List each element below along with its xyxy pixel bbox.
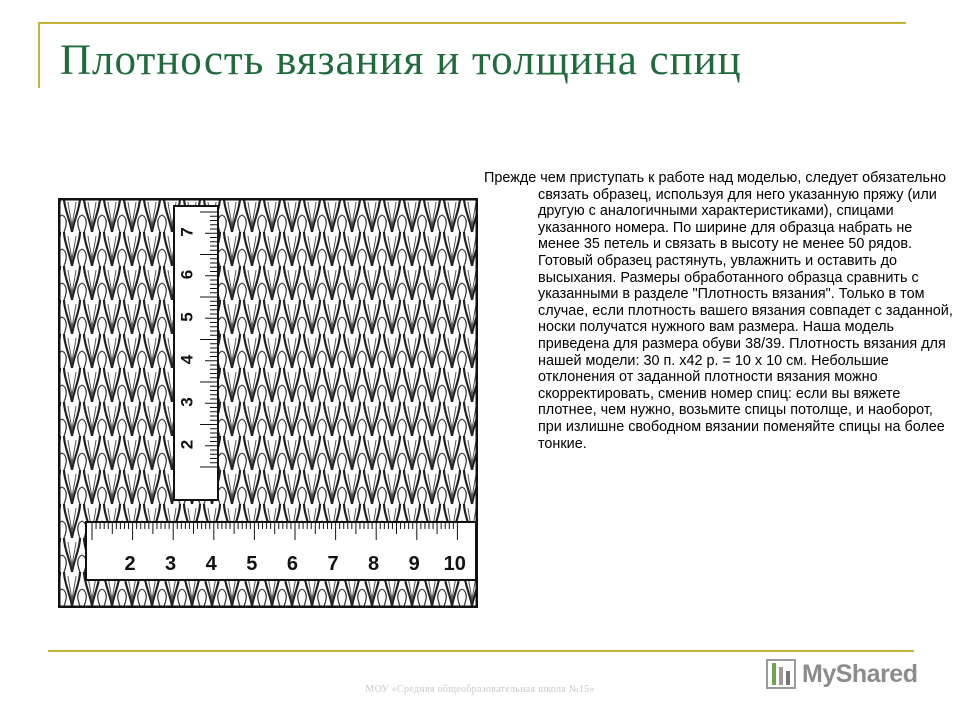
horizontal-ruler-label: 3 [165,553,177,575]
myshared-logo[interactable] [764,656,917,692]
left-rule [38,22,40,88]
vertical-ruler-label: 3 [177,397,197,407]
vertical-ruler-label: 5 [177,312,197,322]
horizontal-ruler-label: 8 [368,553,380,575]
vertical-ruler [174,206,218,500]
myshared-logo-icon [764,657,798,691]
knitting-gauge-figure [58,198,478,608]
horizontal-ruler-label: 4 [205,553,217,575]
top-rule [40,22,906,24]
slide-title: Плотность вязания и толщина спиц [60,37,742,84]
logo-text: MyShared [802,659,918,688]
horizontal-ruler-label: 6 [286,553,298,575]
footer-school-name: МОУ «Средняя общеобразовательная школа №15» [365,684,595,695]
horizontal-ruler-label: 7 [327,553,339,575]
bottom-rule [48,650,914,652]
horizontal-ruler-label: 10 [443,553,466,575]
horizontal-ruler [86,522,476,580]
slide-body-text: Прежде чем приступать к работе над моделью, следует обязательно связать образец, используя для него указанную пряжу (или другую с аналогичными характеристиками), спицами указанного номера. По ширине для образца набрать не менее 35 петель и связать в высоту не менее 50 рядов. Готовый образец растянуть, увлажнить и оставить до высыхания. Размеры обработанного образца сравнить с указанными в разделе "Плотность вязания". Только в том случае, если плотность вашего вязания совпадет с заданной, носки получатся нужного вам размера. Наша модель приведена для размера обуви 38/39. Плотность вязания для нашей модели: 30 п. х42 р. = 10 х 10 см. Небольшие отклонения от заданной плотности вязания можно скорректировать, сменив номер спиц: если вы вяжете плотнее, чем нужно, возьмите спицы потолще, и наоборот, при излишне свободном вязании поменяйте спицы на более тонкие. [484,170,953,452]
vertical-ruler-label: 6 [177,269,197,280]
horizontal-ruler-label: 5 [246,553,258,575]
vertical-ruler-label: 2 [177,439,197,450]
vertical-ruler-label: 4 [177,354,197,365]
vertical-ruler-label: 7 [177,227,197,237]
horizontal-ruler-label: 9 [408,553,420,575]
horizontal-ruler-label: 2 [124,553,136,575]
